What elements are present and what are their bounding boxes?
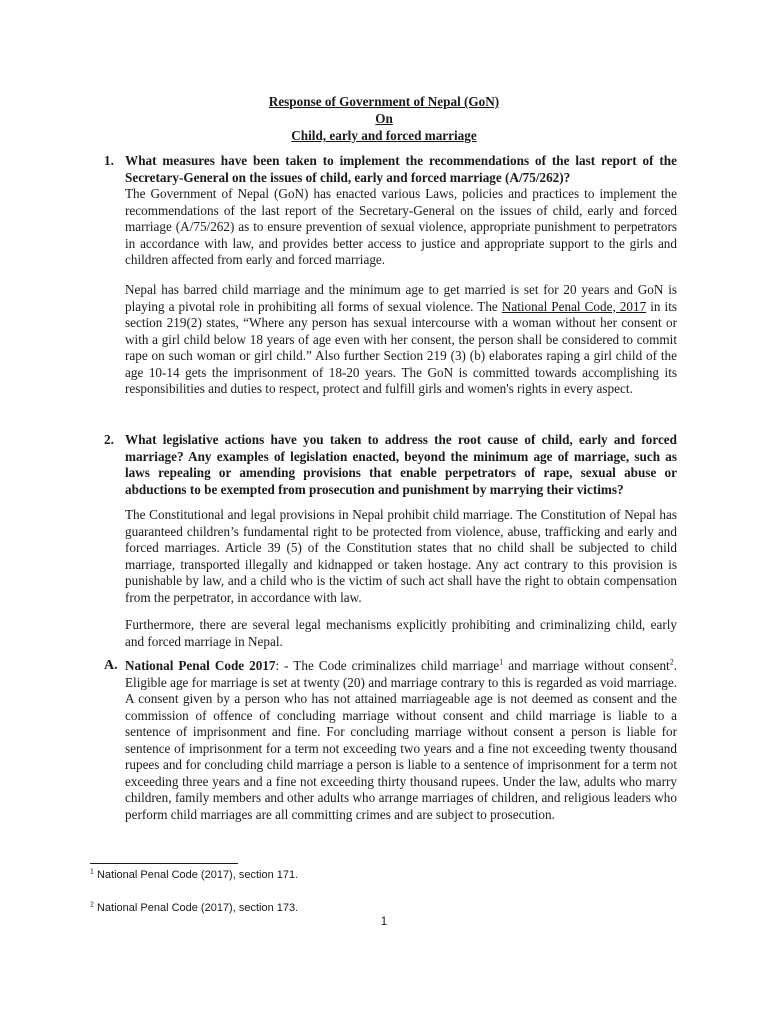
paragraph-text: in its section 219(2) states, “Where any person has sexual intercourse with a woman without her consent or with a girl child below 18 years of age even with her consent, the person shall be considered to commit rape on such woman or girl child.” Also further Section 219 (3) (b) elaborates raping a girl child of the age 10-14 gets the imprisonment of 18-20 years. The GoN is committed towards accomplishing its responsibilities and duties to respect, protect and fulfill girls and women's rights in every aspect. xyxy=(125,298,677,396)
paragraph-text: and marriage without consent xyxy=(503,658,670,673)
title-line-2: On xyxy=(375,111,393,126)
paragraph-text: Nepal has barred child marriage and the minimum age to get married is set for 20 years and GoN is playing a pivotal role in prohibiting all forms of sexual violence. The xyxy=(125,282,677,314)
footnote-ref-2[interactable]: 2 xyxy=(669,657,674,667)
footnote-2 xyxy=(90,902,298,915)
question-1-text: What measures have been taken to implement the recommendations of the last report of the Secretary-General on the issues of child, early and forced marriage (A/75/262)? xyxy=(125,153,677,185)
footnote-2-text: National Penal Code (2017), section 173. xyxy=(93,902,299,914)
question-2-paragraph-1: The Constitutional and legal provisions in Nepal prohibit child marriage. The Constitution of Nepal has guaranteed children’s fundamental right to be protected from violence, abuse, trafficking and early and forced marriages. Article 39 (5) of the Constitution states that no child shall be subjected to child marriage, transported illegally and kidnapped or taken hostage. Any act contrary to this provision is punishable by law, and a child who is the victim of such act shall have the right to obtain compensation from the perpetrator, in accordance with law. xyxy=(125,507,677,605)
section-a-paragraph xyxy=(125,658,677,823)
footnote-1-text: National Penal Code (2017), section 171. xyxy=(93,869,299,881)
footnote-1 xyxy=(90,869,298,882)
paragraph-text: : - The Code criminalizes child marriage xyxy=(275,658,500,673)
question-2-paragraph-2: Furthermore, there are several legal mechanisms explicitly prohibiting and criminalizing child, early and forced marriage in Nepal. xyxy=(125,617,677,649)
paragraph-text: . Eligible age for marriage is set at twenty (20) and marriage contrary to this is regarded as void marriage. A consent given by a person who has not attained marriageable age is not deemed as consent and the commission of offence of concluding marriage without consent and child marriage is liable to a sentence of imprisonment and fine. For concluding marriage without consent a person is liable for sentence of imprisonment for a term not exceeding two years and a fine not exceeding twenty thousand rupees and for concluding child marriage a person is liable to a sentence of imprisonment for a term not exceeding three years and a fine not exceeding thirty thousand rupees. Under the law, adults who marry children, family members and other adults who arrange marriages of children, and religious leaders who perform child marriages are all committing crimes and are subject to prosecution. xyxy=(125,658,678,822)
footnote-divider xyxy=(90,863,238,864)
question-1-number: 1. xyxy=(104,153,114,168)
question-1-paragraph-1: The Government of Nepal (GoN) has enacted various Laws, policies and practices to implement the recommendations of the last report of the Secretary-General on the issues of child, early and forced marriage (A/75/262) as to ensure prevention of sexual violence, appropriate punishment to perpetrators in accordance with law, and provides better access to justice and appropriate support to the girls and children affected from early and forced marriage. xyxy=(125,186,677,267)
penal-code-reference: National Penal Code, 2017 xyxy=(501,298,647,314)
footnote-ref-1[interactable]: 1 xyxy=(499,657,504,667)
question-2-number: 2. xyxy=(104,432,114,447)
title-line-3: Child, early and forced marriage xyxy=(291,128,477,143)
question-2-text: What legislative actions have you taken to address the root cause of child, early and forced marriage? Any examples of legislation enacted, beyond the minimum age of marriage, such as laws repealing or amending provisions that enable perpetrators of rape, sexual abuse or abductions to be exempted from prosecution and punishment by marrying their victims? xyxy=(125,432,677,497)
title-line-1: Response of Government of Nepal (GoN) xyxy=(268,94,500,109)
page-number: 1 xyxy=(380,916,388,928)
footnote-1-number: 1 xyxy=(90,868,94,876)
section-a-letter: A. xyxy=(104,658,118,673)
footnote-2-number: 2 xyxy=(90,901,94,909)
section-a-heading: National Penal Code 2017 xyxy=(125,658,276,673)
question-1-paragraph-2 xyxy=(125,282,677,398)
